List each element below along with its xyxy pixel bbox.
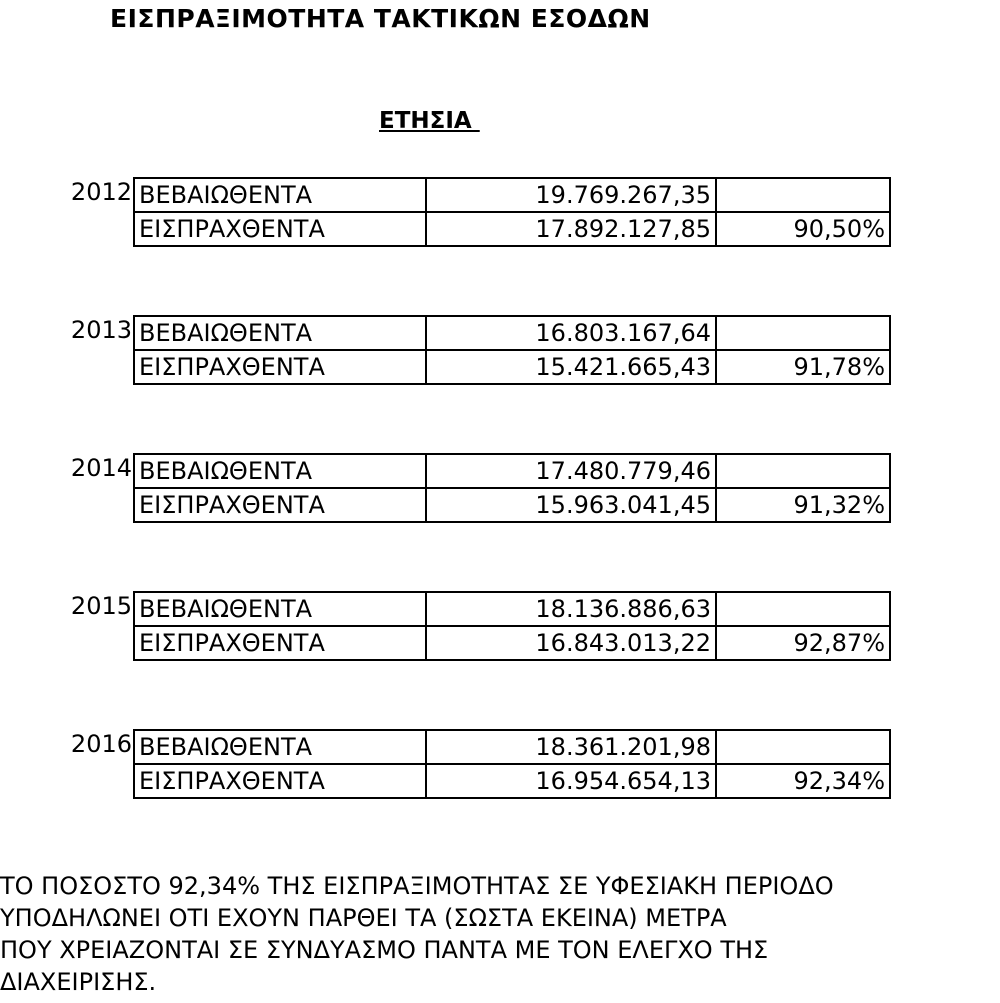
row-label: ΒΕΒΑΙΩΘΕΝΤΑ [134,730,426,764]
row-label: ΕΙΣΠΡΑΧΘΕΝΤΑ [134,350,426,384]
row-amount: 18.361.201,98 [426,730,716,764]
revenue-table-2012 [133,177,891,247]
year-label-2016: 2016 [70,730,132,758]
row-amount: 17.892.127,85 [426,212,716,246]
row-label: ΒΕΒΑΙΩΘΕΝΤΑ [134,592,426,626]
table-row [134,454,890,488]
row-label: ΕΙΣΠΡΑΧΘΕΝΤΑ [134,488,426,522]
year-label-2012: 2012 [70,178,132,206]
note-line: ΠΟΥ ΧΡΕΙΑΖΟΝΤΑΙ ΣΕ ΣΥΝΔΥΑΣΜΟ ΠΑΝΤΑ ΜΕ ΤΟΝ ΕΛΕΓΧΟ ΤΗΣ [0,936,769,964]
row-percent [716,730,890,764]
row-amount: 16.803.167,64 [426,316,716,350]
conclusion-note [0,870,1000,998]
row-amount: 18.136.886,63 [426,592,716,626]
note-line: ΤΟ ΠΟΣΟΣΤΟ 92,34% ΤΗΣ ΕΙΣΠΡΑΞΙΜΟΤΗΤΑΣ ΣΕ ΥΦΕΣΙΑΚΗ ΠΕΡΙΟΔΟ [0,872,834,900]
year-label-2015: 2015 [70,592,132,620]
table-row [134,730,890,764]
table-row [134,316,890,350]
table-row [134,488,890,522]
row-amount: 16.954.654,13 [426,764,716,798]
page-title: ΕΙΣΠΡΑΞΙΜΟΤΗΤΑ ΤΑΚΤΙΚΩΝ ΕΣΟΔΩΝ [110,4,651,33]
row-label: ΒΕΒΑΙΩΘΕΝΤΑ [134,178,426,212]
year-label-2014: 2014 [70,454,132,482]
row-label: ΒΕΒΑΙΩΘΕΝΤΑ [134,316,426,350]
row-label: ΒΕΒΑΙΩΘΕΝΤΑ [134,454,426,488]
note-line: ΥΠΟΔΗΛΩΝΕΙ ΟΤΙ ΕΧΟΥΝ ΠΑΡΘΕΙ ΤΑ (ΣΩΣΤΑ ΕΚΕΙΝΑ) ΜΕΤΡΑ [0,904,727,932]
revenue-table-2014 [133,453,891,523]
row-label: ΕΙΣΠΡΑΧΘΕΝΤΑ [134,626,426,660]
table-row [134,764,890,798]
row-amount: 17.480.779,46 [426,454,716,488]
row-amount: 15.963.041,45 [426,488,716,522]
row-percent: 92,87% [716,626,890,660]
table-row [134,626,890,660]
page-subtitle: ΕΤΗΣΙΑ [379,108,480,134]
row-percent [716,454,890,488]
row-percent: 91,32% [716,488,890,522]
revenue-table-2015 [133,591,891,661]
table-row [134,592,890,626]
row-percent [716,592,890,626]
row-percent: 92,34% [716,764,890,798]
note-line: ΔΙΑΧΕΙΡΙΣΗΣ. [0,968,157,996]
row-label: ΕΙΣΠΡΑΧΘΕΝΤΑ [134,212,426,246]
revenue-table-2016 [133,729,891,799]
row-amount: 16.843.013,22 [426,626,716,660]
year-label-2013: 2013 [70,316,132,344]
table-row [134,178,890,212]
row-amount: 15.421.665,43 [426,350,716,384]
row-label: ΕΙΣΠΡΑΧΘΕΝΤΑ [134,764,426,798]
row-percent [716,316,890,350]
revenue-table-2013 [133,315,891,385]
row-percent [716,178,890,212]
row-amount: 19.769.267,35 [426,178,716,212]
table-row [134,212,890,246]
row-percent: 91,78% [716,350,890,384]
row-percent: 90,50% [716,212,890,246]
table-row [134,350,890,384]
